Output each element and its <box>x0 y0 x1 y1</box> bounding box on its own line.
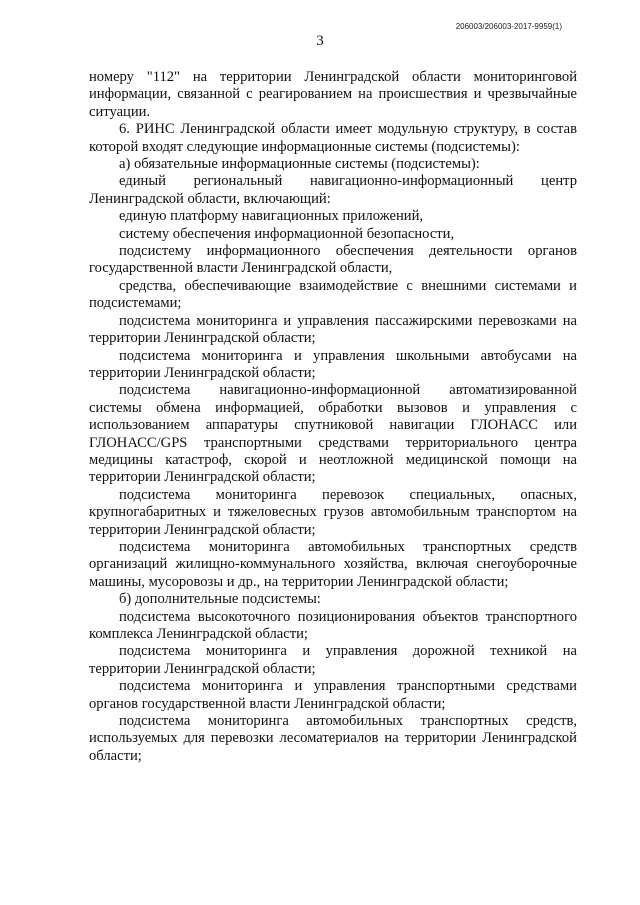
paragraph: подсистему информационного обеспечения деятельности органов государственной власти Ленинградской области, <box>89 243 577 277</box>
paragraph: средства, обеспечивающие взаимодействие с внешними системами и подсистемами; <box>89 277 577 312</box>
paragraph: номеру "112" на территории Ленинградской области мониторинговой информации, связанной с реагированием на происшествия и чрезвычайные ситуации. <box>89 69 577 120</box>
paragraph: 6. РИНС Ленинградской области имеет модульную структуру, в состав которой входят следующие информационные системы (подсистемы): <box>89 121 577 155</box>
document-body <box>89 69 577 765</box>
paragraph: а) обязательные информационные системы (подсистемы): <box>119 156 480 173</box>
paragraph: подсистема мониторинга и управления пассажирскими перевозками на территории Ленинградской области; <box>89 312 577 347</box>
paragraph: подсистема мониторинга и управления дорожной техникой на территории Ленинградской области; <box>89 643 577 677</box>
paragraph: систему обеспечения информационной безопасности, <box>119 225 455 242</box>
paragraph: подсистема мониторинга и управления транспортными средствами органов государственной власти Ленинградской области; <box>89 678 577 712</box>
paragraph: подсистема мониторинга автомобильных транспортных средств организаций жилищно-коммунального хозяйства, включая снегоуборочные машины, мусоровозы и др., на территории Ленинградской области; <box>89 538 577 590</box>
paragraph: подсистема высокоточного позиционирования объектов транспортного комплекса Ленинградской области; <box>89 608 577 642</box>
document-id: 206003/206003-2017-9959(1) <box>455 22 562 31</box>
paragraph: единую платформу навигационных приложений, <box>119 208 424 225</box>
paragraph: подсистема мониторинга перевозок специальных, опасных, крупногабаритных и тяжеловесных грузов автомобильным транспортом на территории Ленинградской области; <box>89 486 577 538</box>
paragraph: б) дополнительные подсистемы: <box>119 591 321 608</box>
paragraph: подсистема мониторинга и управления школьными автобусами на территории Ленинградской области; <box>89 347 577 381</box>
paragraph: подсистема мониторинга автомобильных транспортных средств, используемых для перевозки лесоматериалов на территории Ленинградской области; <box>89 713 577 764</box>
page-number: 3 <box>316 33 324 49</box>
paragraph: подсистема навигационно-информационной автоматизированной системы обмена информацией, обработки вызовов и управления с использованием аппаратуры спутниковой навигации ГЛОНАСС или ГЛОНАСС/GPS транспортными средствами территориального центра медицины катастроф, скорой и неотложной медицинской помощи на территории Ленинградской области; <box>89 382 577 486</box>
paragraph: единый региональный навигационно-информационный центр Ленинградской области, включающий: <box>89 173 577 207</box>
